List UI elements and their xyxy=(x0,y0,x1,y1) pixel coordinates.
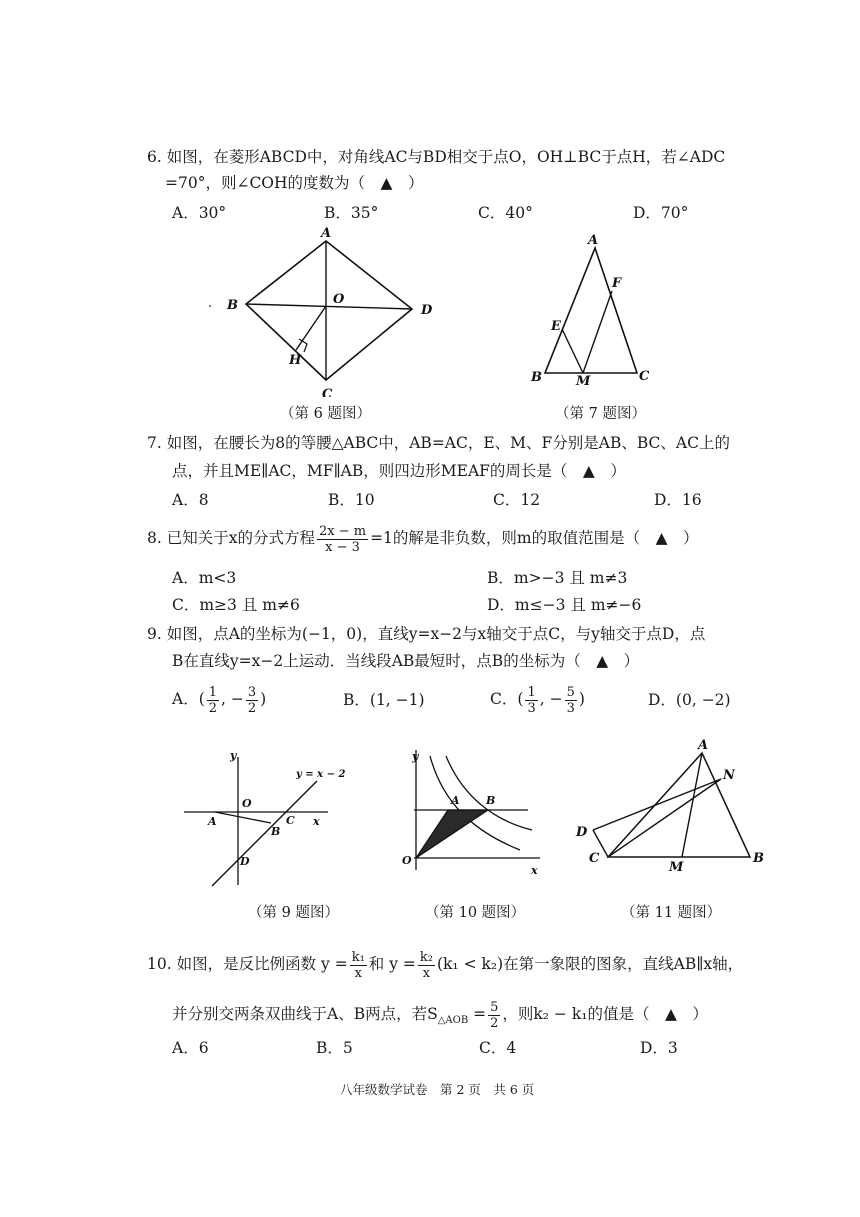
fig10-caption: （第 10 题图） xyxy=(425,905,526,921)
fig6-label-a: A xyxy=(321,226,332,241)
fig6-label-d: D xyxy=(421,303,433,318)
q9-option-c: C．( $\frac{1}{3}$ , − $\frac{5}{3}$ ) xyxy=(490,684,585,716)
fig9-label-b: B xyxy=(271,825,281,838)
q7-text-line2: 点，并且ME∥AC，MF∥AB，则四边形MEAF的周长是（ ▲ ） xyxy=(172,462,626,480)
fig7-label-m: M xyxy=(576,374,591,388)
fig7-label-e: E xyxy=(551,319,561,334)
fig10-label-x: x xyxy=(531,864,538,877)
page-footer: 八年级数学试卷 第 2 页 共 6 页 xyxy=(340,1082,535,1097)
fig7-label-c: C xyxy=(639,369,650,384)
q8-option-b: B．m>−3 且 m≠3 xyxy=(487,569,628,587)
q9-text-line1: 9. 如图，点A的坐标为(−1，0)，直线y=x−2与x轴交于点C，与y轴交于点D，点 xyxy=(147,625,706,643)
q6-option-c: C．40° xyxy=(478,204,533,222)
fig6-label-b: B xyxy=(227,298,238,313)
q8-option-a: A．m<3 xyxy=(172,569,237,587)
q7-option-c: C．12 xyxy=(493,491,541,509)
q7-option-d: D．16 xyxy=(654,491,702,509)
fig11-caption: （第 11 题图） xyxy=(621,905,722,921)
q9-option-d: D．(0, −2) xyxy=(648,691,731,709)
fig9-label-a: A xyxy=(208,815,217,828)
q6-text-line2: =70°，则∠COH的度数为（ ▲ ） xyxy=(165,174,424,192)
figure-9-line-graph xyxy=(178,745,353,895)
q8-text xyxy=(147,518,699,558)
fig10-label-y: y xyxy=(412,750,419,763)
fig7-label-b: B xyxy=(531,370,542,385)
fig9-label-d: D xyxy=(240,855,250,868)
q8-prefix: 8. 已知关于x的分式方程 xyxy=(147,529,315,547)
fig6-caption: （第 6 题图） xyxy=(280,406,371,422)
q10-option-b: B．5 xyxy=(316,1039,353,1057)
fig6-label-c: C xyxy=(322,387,333,397)
fig11-label-m: M xyxy=(669,860,684,875)
q9-text-line2: B在直线y=x−2上运动．当线段AB最短时，点B的坐标为（ ▲ ） xyxy=(172,652,640,670)
fig9-label-x: x xyxy=(313,815,320,828)
q10-option-d: D．3 xyxy=(640,1039,678,1057)
q10-text-line2: 并分别交两条双曲线于A、B两点，若$S_{\triangle AOB}$ = $\frac{5}{2}$ ，则k₂ − k₁的值是（ ▲ ） xyxy=(172,999,708,1031)
q8-suffix: =1的解是非负数，则m的取值范围是（ ▲ ） xyxy=(370,529,699,547)
fig6-label-o: O xyxy=(333,292,345,307)
fig11-label-n: N xyxy=(723,768,735,783)
q7-text-line1: 7. 如图，在腰长为8的等腰△ABC中，AB=AC，E、M、F分别是AB、BC、AC上的 xyxy=(147,434,730,452)
q6-text-line1: 6. 如图，在菱形ABCD中，对角线AC与BD相交于点O，OH⊥BC于点H，若∠ADC xyxy=(147,148,726,166)
q6-option-a: A．30° xyxy=(172,204,227,222)
q8-fraction xyxy=(317,524,368,555)
q6-option-b: B．35° xyxy=(324,204,379,222)
q10-option-c: C．4 xyxy=(479,1039,517,1057)
fig11-label-d: D xyxy=(576,825,588,840)
figure-7-triangle xyxy=(525,228,665,388)
q8-frac-num: 2x − m xyxy=(318,523,367,539)
fig10-label-b: B xyxy=(486,794,496,807)
figure-6-rhombus xyxy=(200,222,450,397)
fig11-label-c: C xyxy=(589,851,600,866)
q9-option-a: A．( $\frac{1}{2}$ , − $\frac{3}{2}$ ) xyxy=(172,684,267,716)
fig11-label-a: A xyxy=(698,738,709,753)
figure-10-hyperbola xyxy=(400,740,550,880)
fig10-label-o: O xyxy=(402,854,412,867)
fig7-label-a: A xyxy=(588,233,599,248)
q10-option-a: A．6 xyxy=(172,1039,209,1057)
fig7-caption: （第 7 题图） xyxy=(555,406,646,422)
fig7-label-f: F xyxy=(612,276,622,291)
figure-11-triangle xyxy=(572,735,777,875)
q8-option-c: C．m≥3 且 m≠6 xyxy=(172,596,300,614)
q9-option-b: B．(1, −1) xyxy=(343,691,425,709)
fig9-label-c: C xyxy=(286,814,295,827)
q7-option-a: A．8 xyxy=(172,491,209,509)
q6-option-d: D．70° xyxy=(633,204,689,222)
fig11-label-b: B xyxy=(753,851,764,866)
fig10-label-a: A xyxy=(451,794,460,807)
q8-option-d: D．m≤−3 且 m≠−6 xyxy=(487,596,642,614)
fig9-caption: （第 9 题图） xyxy=(248,905,339,921)
fig9-label-o: O xyxy=(242,797,252,810)
q7-option-b: B．10 xyxy=(328,491,375,509)
q10-text-line1: 10. 如图，是反比例函数 y = $\frac{\text{k₁}}{x}$ 和 y = $\frac{\text{k₂}}{x}$ (k₁ < k₂)在第一象限的图象，直线AB∥x轴， xyxy=(147,949,744,981)
fig6-label-h: H xyxy=(289,353,302,368)
q8-frac-den: x − 3 xyxy=(325,539,360,555)
fig9-label-y: y xyxy=(230,749,237,762)
fig9-equation: y = x − 2 xyxy=(296,769,346,780)
